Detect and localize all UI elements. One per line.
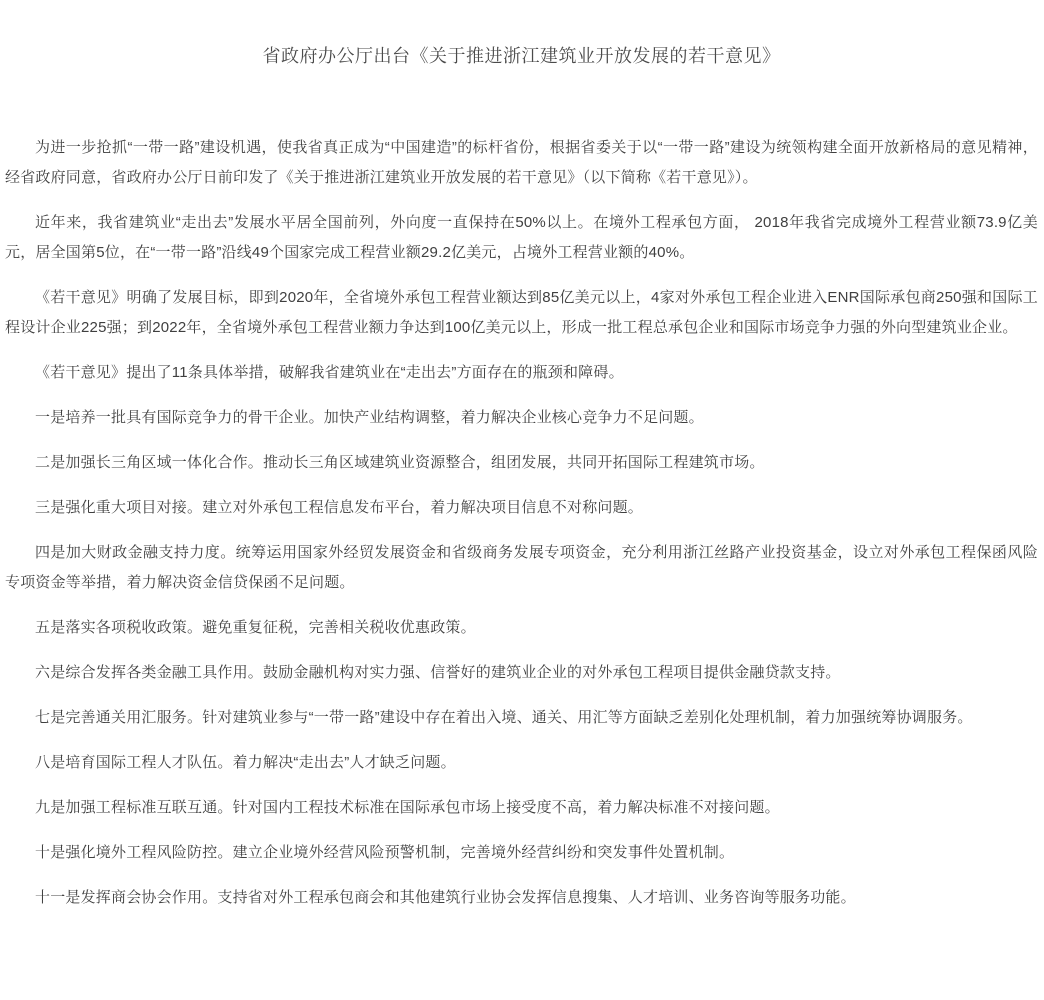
paragraph-measure-7: 七是完善通关用汇服务。针对建筑业参与“一带一路”建设中存在着出入境、通关、用汇等方面缺乏差别化处理机制，着力加强统筹协调服务。 — [35, 709, 973, 726]
paragraph-measure-9: 九是加强工程标准互联互通。针对国内工程技术标准在国际承包市场上接受度不高，着力解决标准不对接问题。 — [35, 799, 780, 816]
paragraph-measure-3: 三是强化重大项目对接。建立对外承包工程信息发布平台，着力解决项目信息不对称问题。 — [35, 499, 644, 516]
paragraph-measure-5: 五是落实各项税收政策。避免重复征税，完善相关税收优惠政策。 — [35, 619, 476, 636]
paragraph-measure-4: 四是加大财政金融支持力度。统筹运用国家外经贸发展资金和省级商务发展专项资金，充分利用浙江丝路产业投资基金，设立对外承包工程保函风险专项资金等举措，着力解决资金信贷保函不足问题。 — [5, 544, 1038, 591]
paragraph-measure-6: 六是综合发挥各类金融工具作用。鼓励金融机构对实力强、信誉好的建筑业企业的对外承包工程项目提供金融贷款支持。 — [35, 664, 841, 681]
paragraph-measure-8: 八是培育国际工程人才队伍。着力解决“走出去”人才缺乏问题。 — [35, 754, 456, 771]
paragraph-measure-11: 十一是发挥商会协会作用。支持省对外工程承包商会和其他建筑行业协会发挥信息搜集、人才培训、业务咨询等服务功能。 — [35, 889, 856, 906]
page-title: 省政府办公厅出台《关于推进浙江建筑业开放发展的若干意见》 — [262, 46, 781, 66]
paragraph-measure-2: 二是加强长三角区域一体化合作。推动长三角区域建筑业资源整合，组团发展，共同开拓国际工程建筑市场。 — [35, 454, 765, 471]
article-body — [5, 133, 1038, 913]
paragraph-measure-1: 一是培养一批具有国际竞争力的骨干企业。加快产业结构调整，着力解决企业核心竞争力不足问题。 — [35, 409, 704, 426]
paragraph-background: 近年来，我省建筑业“走出去”发展水平居全国前列，外向度一直保持在50%以上。在境外工程承包方面， 2018年我省完成境外工程营业额73.9亿美元，居全国第5位，在“一带一路”沿线49个国家完成工程营业额29.2亿美元，占境外工程营业额的40%。 — [5, 214, 1038, 261]
paragraph-goals: 《若干意见》明确了发展目标，即到2020年，全省境外承包工程营业额达到85亿美元以上，4家对外承包工程企业进入ENR国际承包商250强和国际工程设计企业225强；到2022年，全省境外承包工程营业额力争达到100亿美元以上，形成一批工程总承包企业和国际市场竞争力强的外向型建筑业企业。 — [5, 289, 1038, 336]
paragraph-intro: 为进一步抢抓“一带一路”建设机遇，使我省真正成为“中国建造”的标杆省份，根据省委关于以“一带一路”建设为统领构建全面开放新格局的意见精神，经省政府同意，省政府办公厅日前印发了《关于推进浙江建筑业开放发展的若干意见》（以下简称《若干意见》）。 — [5, 139, 1038, 186]
paragraph-measure-10: 十是强化境外工程风险防控。建立企业境外经营风险预警机制，完善境外经营纠纷和突发事件处置机制。 — [35, 844, 735, 861]
paragraph-measures-overview: 《若干意见》提出了11条具体举措，破解我省建筑业在“走出去”方面存在的瓶颈和障碍。 — [35, 364, 624, 381]
